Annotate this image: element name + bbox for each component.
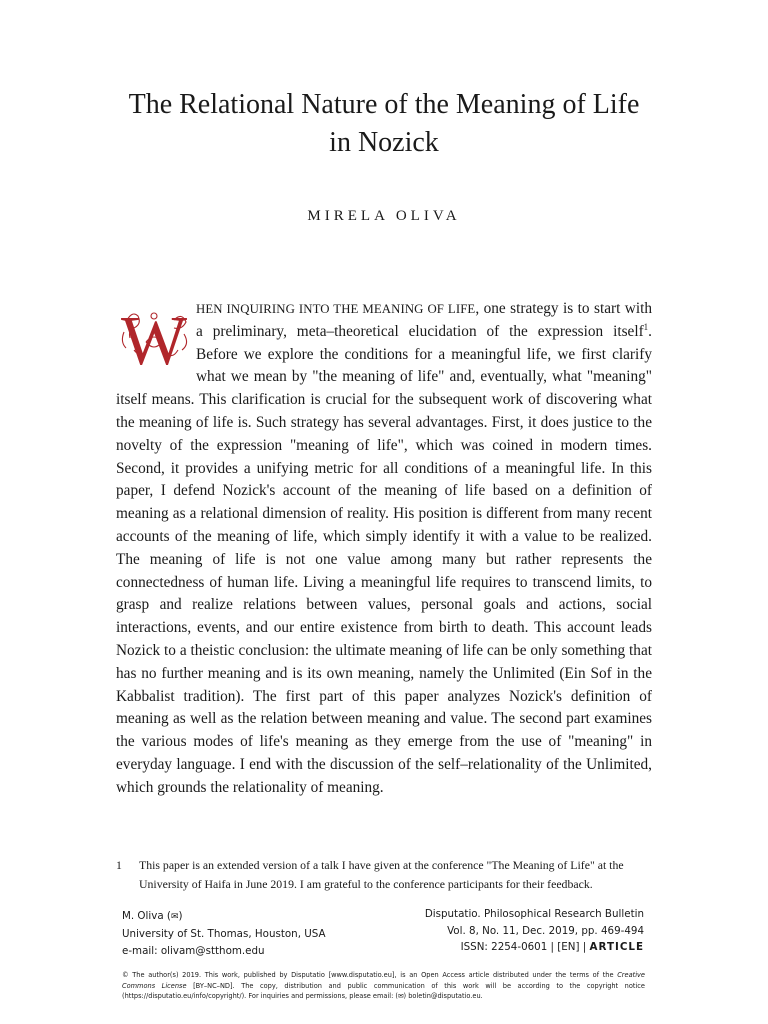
affiliation-name: M. Oliva ( [122, 910, 171, 922]
license-part-2: [BY–NC–ND]. The copy, distribution and public communication of this work will be according to the copyright notice (https://disputatio.eu/info/copyright/). For inquiries and permissions, please email: ( [122, 981, 645, 1000]
body-text-part-1: , one strategy is to start with a preliminary, meta–theoretical elucidation of the expression itself [196, 300, 652, 340]
affiliation-name-close: ) [178, 910, 183, 922]
affiliation-email[interactable]: e-mail: olivam@stthom.edu [122, 945, 265, 957]
affiliation-name-line [122, 908, 326, 926]
title-line-1: The Relational Nature of the Meaning of Life [128, 89, 640, 120]
license-part-3: ) boletin@disputatio.eu. [403, 992, 483, 1000]
journal-issn: ISSN: 2254-0601 | [EN] | [460, 941, 590, 953]
affiliation-institution: University of St. Thomas, Houston, USA [122, 928, 326, 940]
dropcap-letter: W [120, 303, 188, 370]
license-italic: Creative Commons License [122, 971, 645, 990]
author-name: MIRELA OLIVA [307, 208, 461, 224]
envelope-small-icon: ✉ [398, 992, 404, 1000]
journal-name: Disputatio. Philosophical Research Bulletin [424, 908, 644, 920]
abstract-paragraph [116, 298, 652, 800]
footnote-number: 1 [116, 858, 122, 872]
article-label: ARTICLE [589, 941, 644, 953]
license-notice [122, 970, 645, 1002]
title-line-2: in Nozick [329, 127, 439, 158]
footnote-marker[interactable]: 1 [643, 321, 649, 332]
paper-title [60, 86, 708, 162]
journal-volume: Vol. 8, No. 11, Dec. 2019, pp. 469-494 [447, 924, 644, 937]
journal-info [425, 906, 644, 956]
journal-issn-line [425, 939, 644, 956]
footnote [116, 856, 656, 894]
body-text-part-2: . Before we explore the conditions for a meaningful life, we first clarify what we mean by "the meaning of life" and, eventually, what "meaning" itself means. This clarification is crucial for the subsequent work of discovering what the meaning of life is. Such strategy has several advantages. First, it does justice to the novelty of the expression "meaning of life", which was coined in modern times. Second, it provides a unifying metric for all conditions of a meaningful life. In this paper, I defend Nozick's account of the meaning of life based on a definition of meaning as a relational dimension of reality. His position is different from many recent accounts of the meaning of life, which simply identify it with a value to be realized. The meaning of life is not one value among many but rather represents the connectedness of human life. Living a meaningful life requires to transcend limits, to grasp and realize relations between values, personal goals and actions, social interactions, events, and our entire existence from birth to death. This account leads Nozick to a theistic conclusion: the ultimate meaning of life can be only something that has no further meaning and is its own meaning, namely the Unlimited (Ein Sof in the Kabbalist tradition). The first part of this paper analyzes Nozick's definition of meaning as well as the relation between meaning and value. The second part examines the various modes of life's meaning as they emerge from the use of "meaning" in everyday language. I end with the discussion of the self–relationality of the Unlimited, which grounds the relationality of meaning. [116, 322, 652, 796]
envelope-icon[interactable]: ✉ [170, 912, 179, 922]
license-part-1: © The author(s) 2019. This work, published by Disputatio [www.disputatio.eu], is an Open Access article distributed under the terms of the [122, 971, 618, 979]
footnote-text: This paper is an extended version of a talk I have given at the conference "The Meaning of Life" at the University of Haifa in June 2019. I am grateful to the conference participants for their feedback. [139, 858, 624, 891]
dropcap-initial [116, 302, 192, 370]
author-affiliation [122, 908, 326, 960]
opening-smallcaps: HEN INQUIRING INTO THE MEANING OF LIFE [196, 302, 476, 316]
